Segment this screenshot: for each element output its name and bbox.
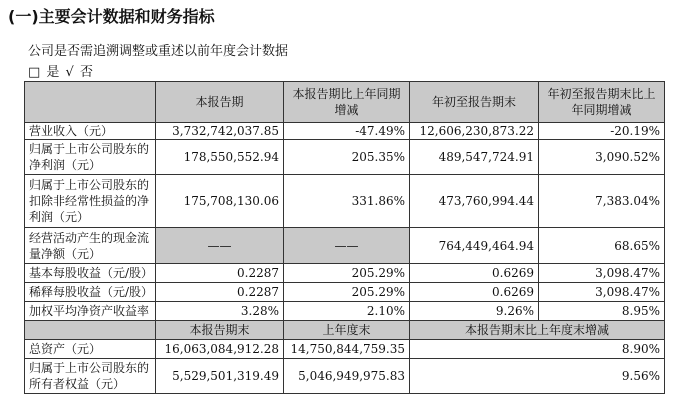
header-cell: 本报告期末 xyxy=(156,321,284,340)
cell-value: 9.56% xyxy=(410,359,665,394)
header-cell xyxy=(25,82,156,123)
cell-value: —— xyxy=(284,228,410,264)
cell-value: 3,090.52% xyxy=(539,140,665,175)
table-row xyxy=(25,340,665,359)
restatement-choice: □ 是 √ 否 xyxy=(28,65,94,80)
table-row xyxy=(25,283,665,302)
header-cell: 年初至报告期末 xyxy=(410,82,539,123)
cell-value: 2.10% xyxy=(284,302,410,321)
cell-value: 205.29% xyxy=(284,264,410,283)
cell-value: 764,449,464.94 xyxy=(410,228,539,264)
cell-value: 8.90% xyxy=(410,340,665,359)
cell-value: 9.26% xyxy=(410,302,539,321)
table-row xyxy=(25,140,665,175)
cell-value: 0.6269 xyxy=(410,264,539,283)
cell-value: 489,547,724.91 xyxy=(410,140,539,175)
row-label: 归属于上市公司股东的所有者权益（元） xyxy=(25,359,156,394)
row-label: 稀释每股收益（元/股） xyxy=(25,283,156,302)
cell-value: -20.19% xyxy=(539,123,665,140)
table-header-row xyxy=(25,82,665,123)
cell-value: 0.6269 xyxy=(410,283,539,302)
row-label: 总资产（元） xyxy=(25,340,156,359)
row-label: 归属于上市公司股东的扣除非经常性损益的净利润（元） xyxy=(25,175,156,228)
cell-value: 175,708,130.06 xyxy=(156,175,284,228)
cell-value: 12,606,230,873.22 xyxy=(410,123,539,140)
cell-value: 0.2287 xyxy=(156,264,284,283)
cell-value: 68.65% xyxy=(539,228,665,264)
cell-value: 331.86% xyxy=(284,175,410,228)
cell-value: 473,760,994.44 xyxy=(410,175,539,228)
row-label: 营业收入（元） xyxy=(25,123,156,140)
cell-value: —— xyxy=(156,228,284,264)
cell-value: 178,550,552.94 xyxy=(156,140,284,175)
table-row xyxy=(25,264,665,283)
table-row xyxy=(25,175,665,228)
header-cell: 本报告期比上年同期增减 xyxy=(284,82,410,123)
cell-value: 3.28% xyxy=(156,302,284,321)
cell-value: 5,046,949,975.83 xyxy=(284,359,410,394)
row-label: 经营活动产生的现金流量净额（元） xyxy=(25,228,156,264)
row-label: 基本每股收益（元/股） xyxy=(25,264,156,283)
header-cell: 上年度末 xyxy=(284,321,410,340)
cell-value: 3,098.47% xyxy=(539,283,665,302)
section-title: (一)主要会计数据和财务指标 xyxy=(8,7,215,26)
cell-value: 0.2287 xyxy=(156,283,284,302)
header-cell: 本报告期 xyxy=(156,82,284,123)
restatement-question: 公司是否需追溯调整或重述以前年度会计数据 xyxy=(28,44,289,59)
cell-value: -47.49% xyxy=(284,123,410,140)
cell-value: 205.29% xyxy=(284,283,410,302)
header-cell: 年初至报告期末比上年同期增减 xyxy=(539,82,665,123)
header-cell xyxy=(25,321,156,340)
cell-value: 8.95% xyxy=(539,302,665,321)
cell-value: 7,383.04% xyxy=(539,175,665,228)
cell-value: 3,732,742,037.85 xyxy=(156,123,284,140)
table-row xyxy=(25,302,665,321)
cell-value: 3,098.47% xyxy=(539,264,665,283)
table-header-row-2 xyxy=(25,321,665,340)
cell-value: 14,750,844,759.35 xyxy=(284,340,410,359)
header-cell: 本报告期末比上年度末增减 xyxy=(410,321,665,340)
table-row xyxy=(25,228,665,264)
table-row xyxy=(25,123,665,140)
row-label: 归属于上市公司股东的净利润（元） xyxy=(25,140,156,175)
row-label: 加权平均净资产收益率 xyxy=(25,302,156,321)
table-row xyxy=(25,359,665,394)
financial-data-table xyxy=(24,81,665,394)
cell-value: 16,063,084,912.28 xyxy=(156,340,284,359)
cell-value: 205.35% xyxy=(284,140,410,175)
cell-value: 5,529,501,319.49 xyxy=(156,359,284,394)
